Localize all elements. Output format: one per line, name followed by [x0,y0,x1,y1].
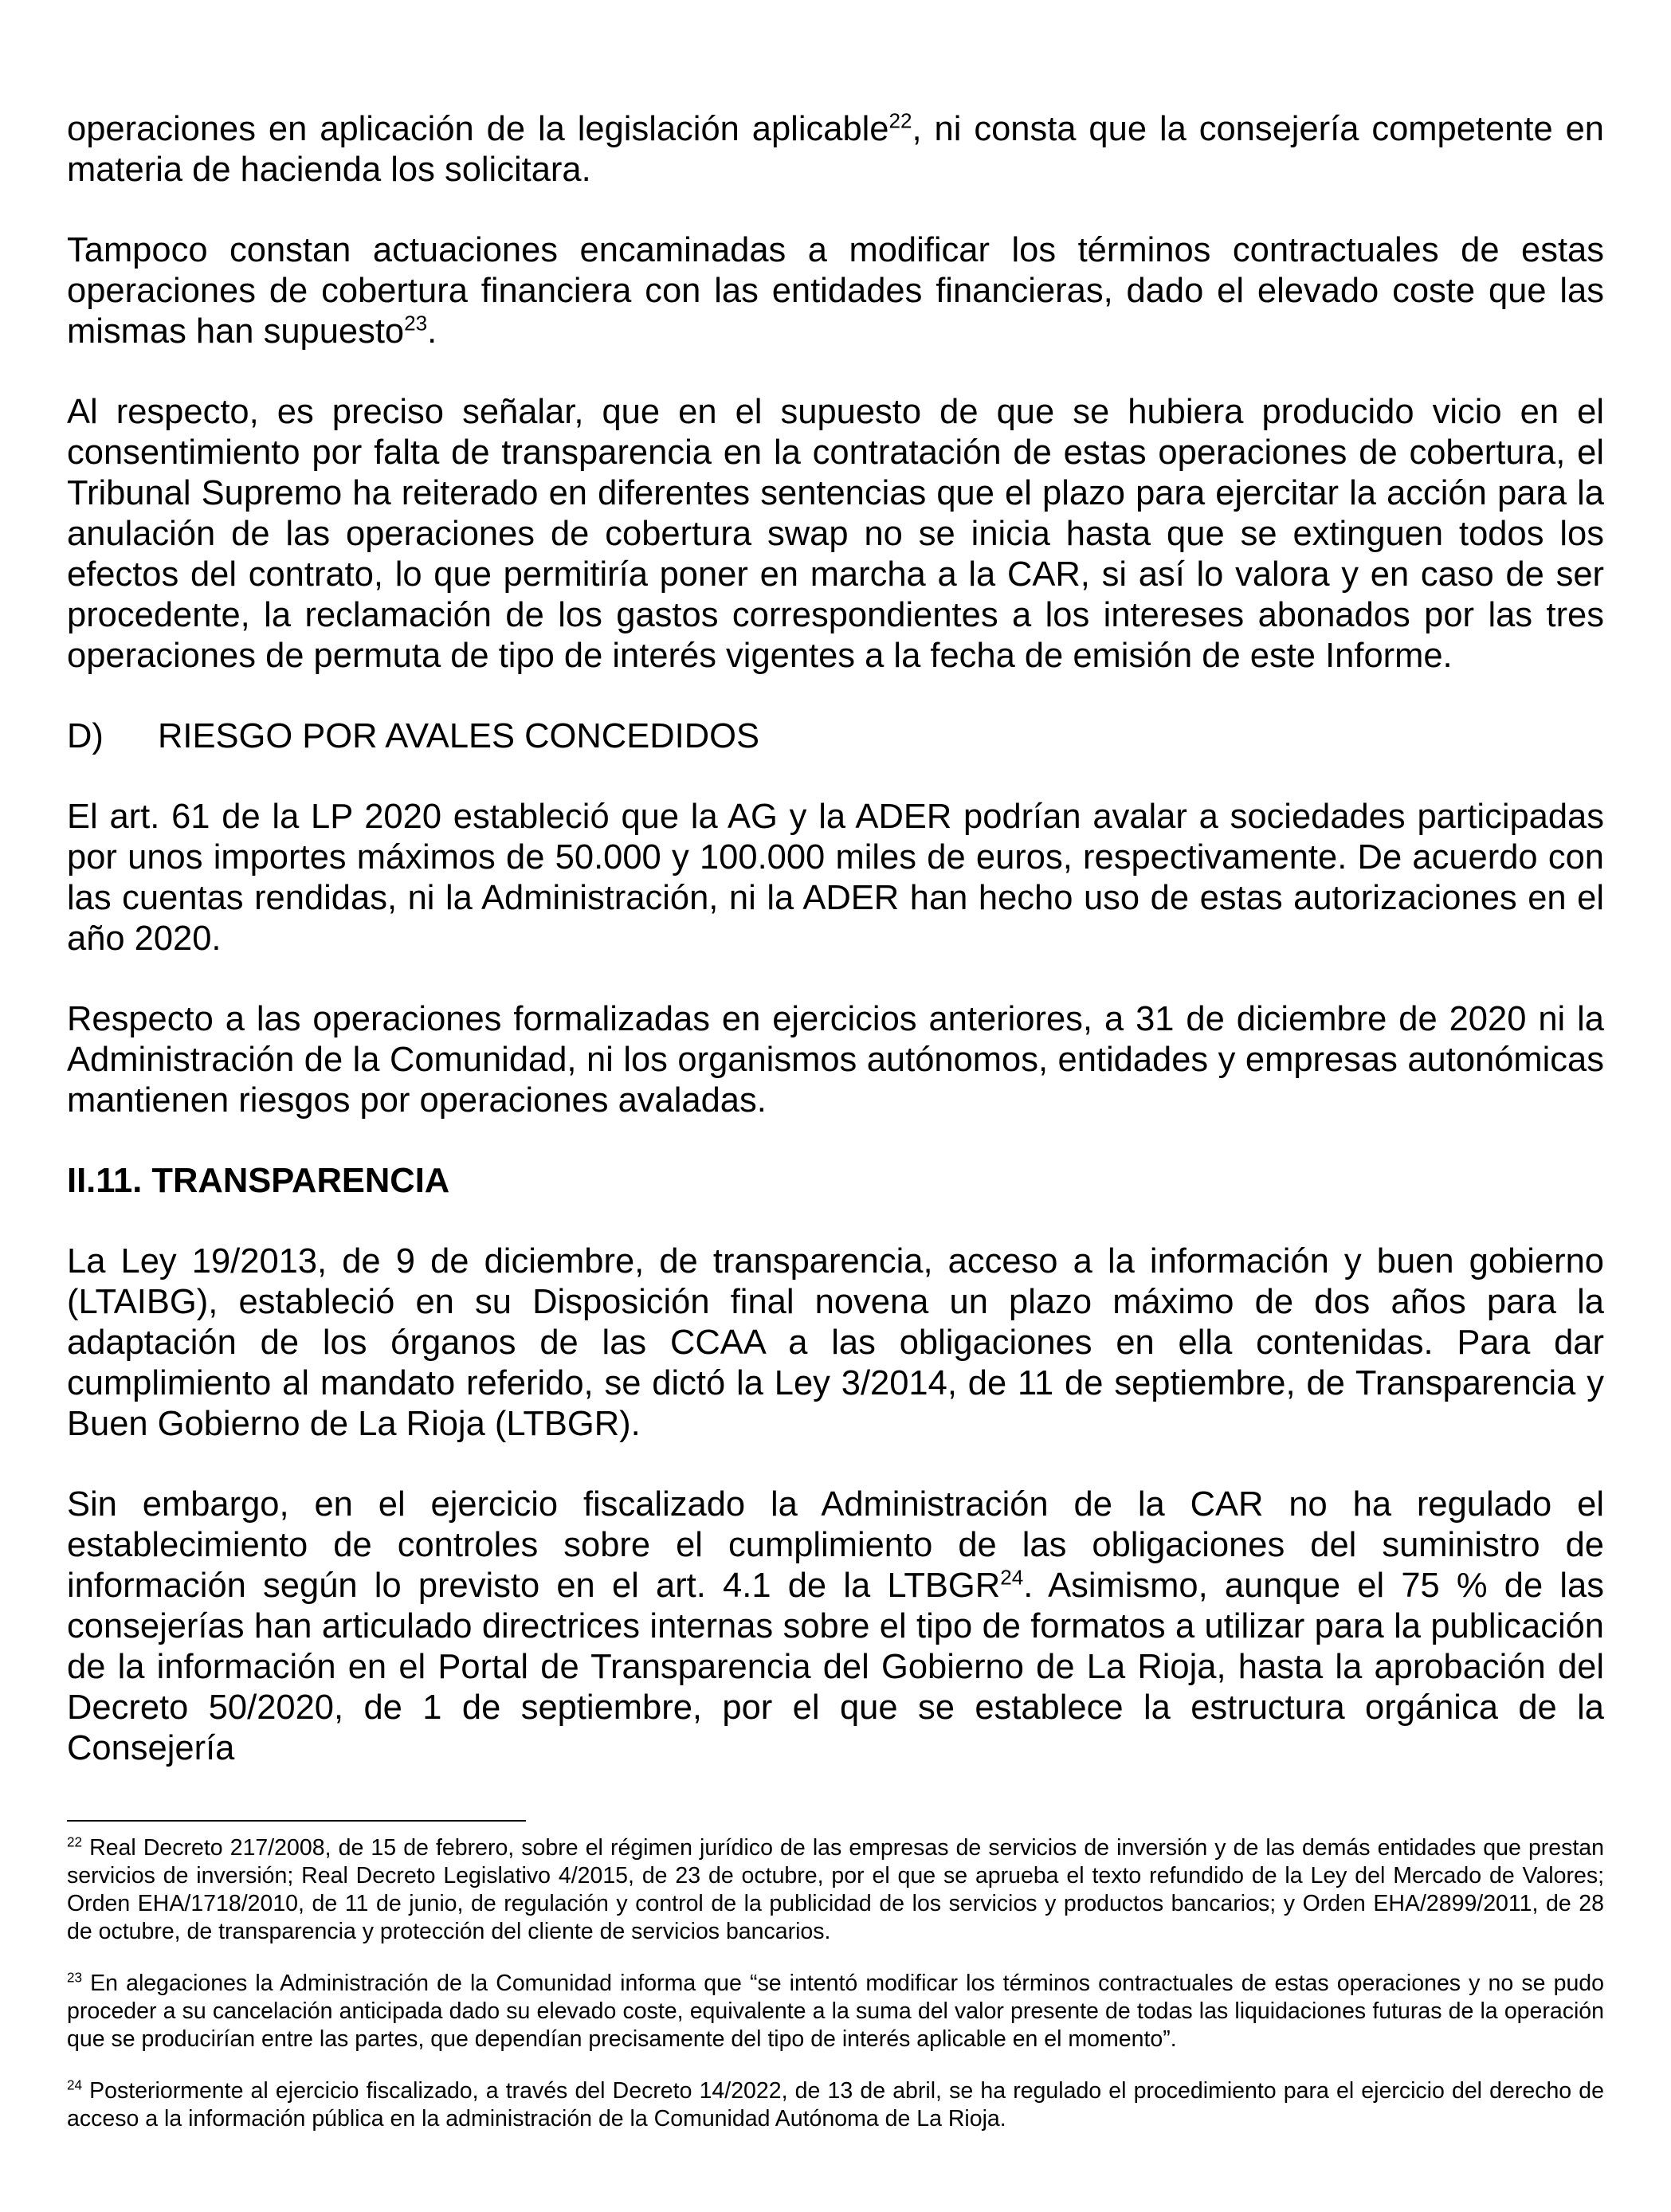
footnote-24 [67,2077,1604,2133]
paragraph-7-text-a: Sin embargo, en el ejercicio fiscalizado la Administración de la CAR no ha regulado el establecimiento de controles sobre el cumplimiento de las obligaciones del suministro de información según lo previsto en el art. 4.1 de la LTBGR [67,1485,1604,1605]
footnote-number: 23 [67,1970,83,1986]
paragraph-1-text-b: , ni consta que la consejería competente en materia de hacienda los solicitara. [67,110,1604,189]
footnote-number: 24 [67,2077,83,2093]
footnotes [67,1834,1604,2157]
footnote-ref-22[interactable]: 22 [888,108,912,133]
paragraph-2 [67,230,1604,352]
footnote-number: 22 [67,1834,83,1850]
section-d-title: RIESGO POR AVALES CONCEDIDOS [158,717,759,755]
document-body [67,109,1604,1809]
footnote-separator [67,1820,526,1822]
paragraph-5: Respecto a las operaciones formalizadas en ejercicios anteriores, a 31 de diciembre de 2020 ni la Administración de la Comunidad, ni los organismos autónomos, entidades y empresas autonómicas mantienen riesgos por operaciones avaladas. [67,1000,1604,1120]
section-d-heading [67,716,1604,757]
paragraph-7 [67,1484,1604,1769]
paragraph-2-text-b: . [427,312,437,351]
section-d-letter: D) [67,717,104,755]
footnote-ref-23[interactable]: 23 [404,311,428,335]
footnote-22 [67,1834,1604,1946]
paragraph-4: El art. 61 de la LP 2020 estableció que la AG y la ADER podrían avalar a sociedades participadas por unos importes máximos de 50.000 y 100.000 miles de euros, respectivamente. De acuerdo con las cuentas rendidas, ni la Administración, ni la ADER han hecho uso de estas autorizaciones en el año 2020. [67,798,1604,958]
paragraph-1 [67,109,1604,190]
paragraph-6: La Ley 19/2013, de 9 de diciembre, de transparencia, acceso a la información y buen gobierno (LTAIBG), estableció en su Disposición final novena un plazo máximo de dos años para la adaptación de los órganos de las CCAA a las obligaciones en ella contenidas. Para dar cumplimiento al mandato referido, se dictó la Ley 3/2014, de 11 de septiembre, de Transparencia y Buen Gobierno de La Rioja (LTBGR). [67,1242,1604,1443]
footnote-23 [67,1970,1604,2053]
paragraph-7-text-b: . Asimismo, aunque el 75 % de las consejerías han articulado directrices internas sobre el tipo de formatos a utilizar para la publicación de la información en el Portal de Transparencia del Gobierno de La Rioja, hasta la aprobación del Decreto 50/2020, de 1 de septiembre, por el que se establece la estructura orgánica de la Consejería [67,1567,1604,1767]
paragraph-1-text-a: operaciones en aplicación de la legislación aplicable [67,110,889,148]
footnote-text: Posteriormente al ejercicio fiscalizado, a través del Decreto 14/2022, de 13 de abril, se ha regulado el procedimiento para el ejercicio del derecho de acceso a la información pública en la administración de la Comunidad Autónoma de La Rioja. [67,2078,1604,2132]
section-heading-transparencia: II.11. TRANSPARENCIA [67,1162,450,1200]
footnote-ref-24[interactable]: 24 [1000,1565,1024,1590]
footnote-text: En alegaciones la Administración de la Comunidad informa que “se intentó modificar los términos contractuales de estas operaciones y no se pudo proceder a su cancelación anticipada dado su elevado coste, equivalente a la suma del valor presente de todas las liquidaciones futuras de la operación que se producirían entre las partes, que dependían precisamente del tipo de interés aplicable en el momento”. [67,1971,1604,2052]
paragraph-2-text-a: Tampoco constan actuaciones encaminadas a modificar los términos contractuales de estas operaciones de cobertura financiera con las entidades financieras, dado el elevado coste que las mismas han supuesto [67,231,1604,351]
paragraph-3: Al respecto, es preciso señalar, que en el supuesto de que se hubiera producido vicio en el consentimiento por falta de transparencia en la contratación de estas operaciones de cobertura, el Tribunal Supremo ha reiterado en diferentes sentencias que el plazo para ejercitar la acción para la anulación de las operaciones de cobertura swap no se inicia hasta que se extinguen todos los efectos del contrato, lo que permitiría poner en marcha a la CAR, si así lo valora y en caso de ser procedente, la reclamación de los gastos correspondientes a los intereses abonados por las tres operaciones de permuta de tipo de interés vigentes a la fecha de emisión de este Informe. [67,393,1604,675]
footnote-text: Real Decreto 217/2008, de 15 de febrero, sobre el régimen jurídico de las empresas de servicios de inversión y de las demás entidades que prestan servicios de inversión; Real Decreto Legislativo 4/2015, de 23 de octubre, por el que se aprueba el texto refundido de la Ley del Mercado de Valores; Orden EHA/1718/2010, de 11 de junio, de regulación y control de la publicidad de los servicios y productos bancarios; y Orden EHA/2899/2011, de 28 de octubre, de transparencia y protección del cliente de servicios bancarios. [67,1835,1604,1944]
